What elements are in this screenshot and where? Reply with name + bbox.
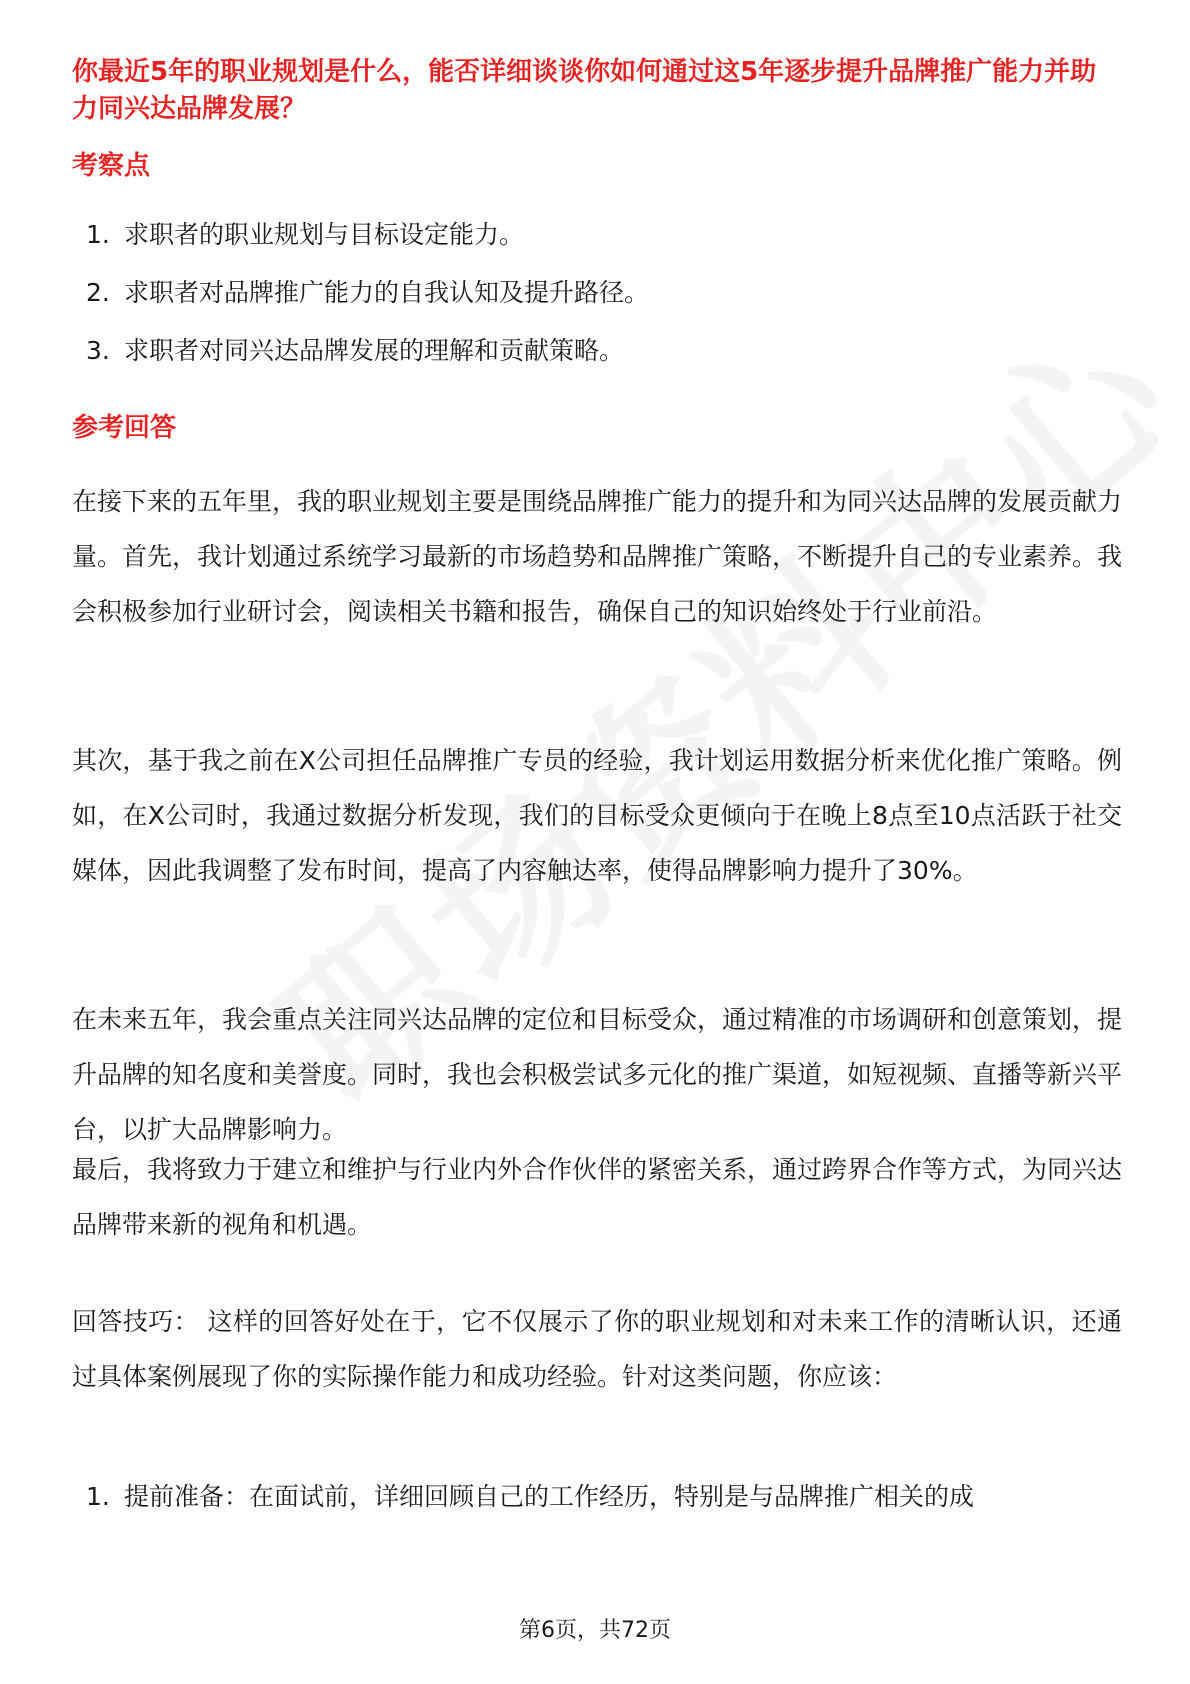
- list-item-text: 求职者的职业规划与目标设定能力。: [124, 220, 525, 249]
- question-heading: 你最近5年的职业规划是什么，能否详细谈谈你如何通过这5年逐步提升品牌推广能力并助力同兴达品牌发展？: [72, 57, 1097, 124]
- list-item-number: 2.: [86, 278, 110, 307]
- list-item-text: 求职者对品牌推广能力的自我认知及提升路径。: [124, 278, 650, 307]
- list-item: [72, 274, 1122, 332]
- list-item: [72, 332, 1122, 390]
- answer-section-title: 参考回答: [72, 413, 177, 443]
- page-number-footer: 第6页，共72页: [519, 1618, 671, 1643]
- points-section-title: 考察点: [72, 151, 151, 181]
- list-item-text: 提前准备：在面试前，详细回顾自己的工作经历，特别是与品牌推广相关的成: [124, 1482, 975, 1511]
- list-item-number: 3.: [86, 336, 110, 365]
- tips-list: [72, 1478, 1122, 1516]
- answer-paragraph: 在未来五年，我会重点关注同兴达品牌的定位和目标受众，通过精准的市场调研和创意策划，提升品牌的知名度和美誉度。同时，我也会积极尝试多元化的推广渠道，如短视频、直播等新兴平台，以扩大品牌影响力。: [72, 1005, 1123, 1144]
- tips-paragraph: 回答技巧： 这样的回答好处在于，它不仅展示了你的职业规划和对未来工作的清晰认识，还通过具体案例展现了你的实际操作能力和成功经验。针对这类问题，你应该：: [72, 1307, 1122, 1391]
- list-item: [72, 1478, 1122, 1516]
- list-item-text: 求职者对同兴达品牌发展的理解和贡献策略。: [124, 336, 625, 365]
- list-item: [72, 216, 1122, 274]
- answer-paragraph: 其次，基于我之前在X公司担任品牌推广专员的经验，我计划运用数据分析来优化推广策略。例如，在X公司时，我通过数据分析发现，我们的目标受众更倾向于在晚上8点至10点活跃于社交媒体，因此我调整了发布时间，提高了内容触达率，使得品牌影响力提升了30%。: [72, 746, 1122, 885]
- answer-paragraph: 在接下来的五年里，我的职业规划主要是围绕品牌推广能力的提升和为同兴达品牌的发展贡献力量。首先，我计划通过系统学习最新的市场趋势和品牌推广策略，不断提升自己的专业素养。我会积极参加行业研讨会，阅读相关书籍和报告，确保自己的知识始终处于行业前沿。: [72, 487, 1123, 626]
- list-item-number: 1.: [86, 1482, 110, 1511]
- points-list: [72, 216, 1122, 390]
- answer-paragraph: 最后，我将致力于建立和维护与行业内外合作伙伴的紧密关系，通过跨界合作等方式，为同兴达品牌带来新的视角和机遇。: [72, 1155, 1123, 1239]
- list-item-number: 1.: [86, 220, 110, 249]
